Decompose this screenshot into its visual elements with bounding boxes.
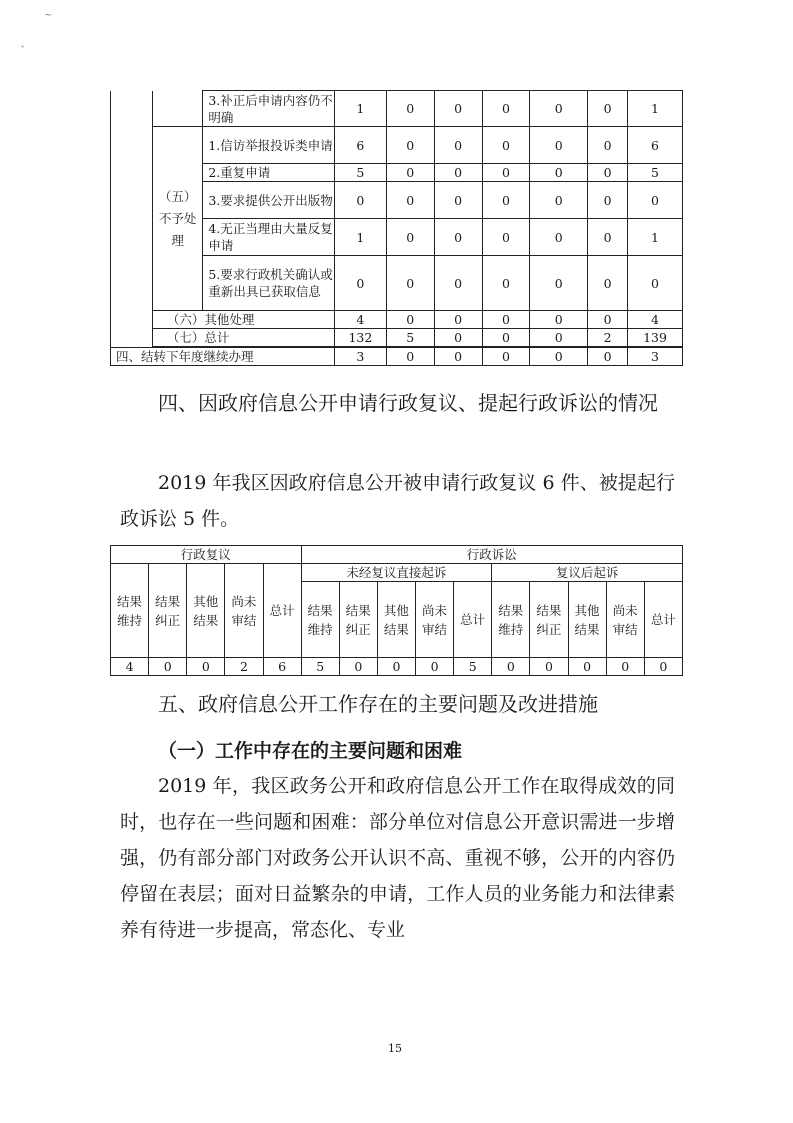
row-label: 4.无正当理由大量反复申请 (203, 219, 335, 256)
header-cell: 未经复议直接起诉 (301, 564, 492, 582)
table-cell: 2 (588, 329, 628, 347)
side-cell (111, 91, 153, 348)
table-cell: 132 (334, 329, 386, 347)
table-cell: 0 (434, 164, 482, 182)
table-cell: 0 (434, 127, 482, 164)
table-cell: 0 (482, 311, 530, 329)
table-cell: 0 (386, 348, 434, 366)
table-cell: 5 (454, 658, 492, 676)
table-cell: 0 (482, 256, 530, 311)
table-cell: 1 (334, 219, 386, 256)
header-cell: 其他结果 (187, 564, 225, 658)
table-cell: 139 (628, 329, 683, 347)
table-cell: 0 (386, 219, 434, 256)
table-cell: 0 (530, 182, 588, 219)
table-cell: 0 (606, 658, 644, 676)
table-cell: 0 (530, 91, 588, 127)
row-label: 3.补正后申请内容仍不明确 (203, 91, 335, 127)
header-cell: 行政诉讼 (301, 546, 682, 564)
table-cell: 0 (588, 182, 628, 219)
header-cell: 结果维持 (111, 564, 149, 658)
table-cell: 4 (334, 311, 386, 329)
table-cell: 0 (588, 348, 628, 366)
table-cell: 0 (339, 658, 377, 676)
table-cell: 5 (386, 329, 434, 347)
header-cell: 结果纠正 (530, 582, 568, 658)
table-cell: 0 (187, 658, 225, 676)
table-cell: 5 (301, 658, 339, 676)
header-cell: 尚未审结 (416, 582, 454, 658)
subsection-heading: （一）工作中存在的主要问题和困难 (158, 740, 463, 762)
table-cell: 5 (628, 164, 683, 182)
table-cell: 1 (334, 91, 386, 127)
row-label: （六）其他处理 (152, 311, 334, 329)
table-cell: 0 (434, 311, 482, 329)
table-cell: 0 (588, 311, 628, 329)
scan-mark: ~ (44, 10, 53, 21)
table-cell: 4 (111, 658, 149, 676)
row-label: 2.重复申请 (203, 164, 335, 182)
table-cell: 0 (482, 348, 530, 366)
header-cell: 结果维持 (492, 582, 530, 658)
table-cell: 0 (530, 311, 588, 329)
application-results-table (110, 90, 683, 366)
table-cell: 0 (588, 256, 628, 311)
table-row (111, 127, 683, 164)
table-row (111, 348, 683, 366)
table-cell: 0 (628, 256, 683, 311)
table-cell: 0 (386, 164, 434, 182)
table-cell: 3 (628, 348, 683, 366)
table-cell: 0 (530, 329, 588, 347)
table-cell: 0 (386, 182, 434, 219)
header-cell: 行政复议 (111, 546, 302, 564)
header-cell: 总计 (263, 564, 301, 658)
page-number: 15 (388, 1042, 402, 1055)
table-cell: 0 (434, 256, 482, 311)
table-cell: 5 (334, 164, 386, 182)
table-cell: 0 (416, 658, 454, 676)
table-cell: 0 (334, 182, 386, 219)
section-heading: 四、因政府信息公开申请行政复议、提起行政诉讼的情况 (158, 391, 658, 415)
table-cell: 6 (263, 658, 301, 676)
table-cell: 1 (628, 219, 683, 256)
row-label: 3.要求提供公开出版物 (203, 182, 335, 219)
table-cell: 0 (588, 164, 628, 182)
table-cell: 0 (334, 256, 386, 311)
table-cell: 0 (434, 329, 482, 347)
section-heading: 五、政府信息公开工作存在的主要问题及改进措施 (158, 692, 598, 716)
table-cell: 4 (628, 311, 683, 329)
header-cell: 复议后起诉 (492, 564, 683, 582)
header-cell: 总计 (644, 582, 682, 658)
table-cell: 3 (334, 348, 386, 366)
header-cell: 结果纠正 (149, 564, 187, 658)
header-cell: 结果纠正 (339, 582, 377, 658)
table-cell: 0 (482, 91, 530, 127)
header-cell: 总计 (454, 582, 492, 658)
table-cell: 0 (530, 348, 588, 366)
table-cell: 0 (530, 256, 588, 311)
table-cell: 0 (482, 329, 530, 347)
table-cell: 6 (334, 127, 386, 164)
table-cell: 0 (482, 182, 530, 219)
table-cell: 0 (588, 219, 628, 256)
table-cell: 0 (386, 127, 434, 164)
table-cell: 0 (628, 182, 683, 219)
table-cell: 0 (434, 348, 482, 366)
table-cell: 0 (530, 219, 588, 256)
header-cell: 结果维持 (301, 582, 339, 658)
header-cell: 其他结果 (377, 582, 415, 658)
review-litigation-table (110, 545, 683, 676)
row-label: 四、结转下年度继续办理 (111, 348, 335, 366)
table-cell: 0 (386, 311, 434, 329)
table-cell: 0 (588, 127, 628, 164)
table-cell: 0 (568, 658, 606, 676)
table-row (111, 329, 683, 347)
row-label: 5.要求行政机关确认或重新出具已获取信息 (203, 256, 335, 311)
table-row (111, 546, 683, 564)
table-cell: 1 (628, 91, 683, 127)
table-cell: 0 (492, 658, 530, 676)
table-cell: 0 (377, 658, 415, 676)
table-row (111, 658, 683, 676)
header-cell: 尚未审结 (606, 582, 644, 658)
table-cell: 0 (644, 658, 682, 676)
row-label: （七）总计 (152, 329, 334, 347)
table-cell: 0 (530, 127, 588, 164)
table-cell: 2 (225, 658, 263, 676)
header-cell: 尚未审结 (225, 564, 263, 658)
table-cell: 0 (386, 256, 434, 311)
row-label: 1.信访举报投诉类申请 (203, 127, 335, 164)
table-cell: 0 (434, 91, 482, 127)
table-cell: 0 (530, 164, 588, 182)
table-cell: 0 (434, 182, 482, 219)
scan-mark: ˇ (20, 46, 25, 57)
table-cell: 0 (588, 91, 628, 127)
table-cell: 0 (434, 219, 482, 256)
table-cell: 0 (482, 127, 530, 164)
group-cell (152, 91, 203, 127)
table-row (111, 564, 683, 582)
table-cell: 0 (149, 658, 187, 676)
table-cell: 0 (530, 658, 568, 676)
table-row (111, 311, 683, 329)
table-cell: 0 (386, 91, 434, 127)
paragraph: 2019 年我区因政府信息公开被申请行政复议 6 件、被提起行政诉讼 5 件。 (120, 472, 675, 530)
group-label: （五）不予处理 (152, 127, 203, 311)
table-cell: 6 (628, 127, 683, 164)
table-cell: 0 (482, 219, 530, 256)
table-row (111, 91, 683, 127)
header-cell: 其他结果 (568, 582, 606, 658)
table-cell: 0 (482, 164, 530, 182)
paragraph: 2019 年，我区政务公开和政府信息公开工作在取得成效的同时，也存在一些问题和困难：部分单位对信息公开意识需进一步增强，仍有部分部门对政务公开认识不高、重视不够，公开的内容仍停留在表层；面对日益繁杂的申请，工作人员的业务能力和法律素养有待进一步提高，常态化、专业 (120, 775, 675, 941)
